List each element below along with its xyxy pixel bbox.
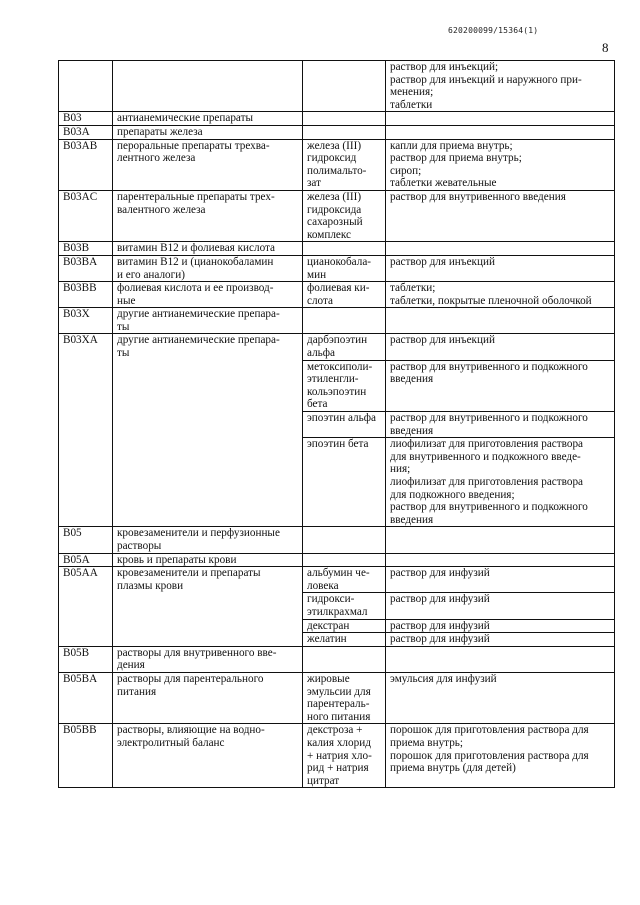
group-name: лентного железа <box>117 152 196 165</box>
substance-cell <box>303 724 386 788</box>
substance-name: + натрия хло- <box>307 749 372 762</box>
dosage-form-cell <box>386 672 615 723</box>
group-name: плазмы крови <box>117 579 184 592</box>
substance-name: кольэпоэтин <box>307 385 367 398</box>
substance-cell <box>303 567 386 647</box>
atc-code: B03BA <box>63 255 98 268</box>
substance-cell <box>303 646 386 672</box>
dosage-form-cell <box>386 334 615 527</box>
substance-name: ловека <box>307 579 339 592</box>
atc-code-cell <box>59 139 113 190</box>
dosage-form: приема внутрь; <box>390 736 463 749</box>
atc-code: B03X <box>63 308 90 321</box>
group-name: растворы для внутривенного вве- <box>117 646 277 659</box>
dosage-form-cell <box>386 527 615 553</box>
atc-code-cell <box>59 553 113 567</box>
group-name-cell <box>113 125 303 139</box>
dosage-form: лиофилизат для приготовления раствора <box>390 476 583 489</box>
dosage-form: порошок для приготовления раствора для <box>390 724 589 737</box>
atc-code: B03XA <box>63 334 98 347</box>
table-row <box>59 553 615 567</box>
group-name: растворы, влияющие на водно- <box>117 724 265 737</box>
substance-name: железа (III) <box>307 139 362 152</box>
group-name: валентного железа <box>117 203 206 216</box>
substance-name: дарбэпоэтин <box>307 334 368 347</box>
dosage-form-cell <box>386 553 615 567</box>
group-name: ные <box>117 294 136 307</box>
atc-code: B05B <box>63 646 90 659</box>
dosage-form: введения <box>390 513 434 526</box>
substance-name: цитрат <box>307 774 340 787</box>
substance-name: мин <box>307 268 327 281</box>
table-row <box>59 567 615 647</box>
atc-code: B05AA <box>63 567 98 580</box>
atc-code-cell <box>59 255 113 281</box>
atc-code-cell <box>59 190 113 241</box>
atc-code: B03B <box>63 242 90 255</box>
group-name: препараты железа <box>117 125 203 138</box>
group-name: растворы для парентерального <box>117 672 264 685</box>
substance-name: полимальто- <box>307 164 367 177</box>
dosage-form: раствор для инъекций <box>390 334 495 347</box>
dosage-form-cell <box>386 646 615 672</box>
group-name-cell <box>113 308 303 334</box>
substance-entry <box>303 437 385 526</box>
page-number: 8 <box>602 40 609 55</box>
atc-code: B03AB <box>63 139 98 152</box>
dosage-form: раствор для инфузий <box>390 567 490 580</box>
dosage-form-cell <box>386 112 615 126</box>
table-row <box>59 61 615 112</box>
table-row <box>59 646 615 672</box>
substance-name: калия хлорид <box>307 736 371 749</box>
substance-name: желатин <box>307 633 347 646</box>
dosage-form: раствор для инъекций <box>390 255 495 268</box>
table-row <box>59 125 615 139</box>
dosage-form: порошок для приготовления раствора для <box>390 749 589 762</box>
substance-name: гидроксида <box>307 203 362 216</box>
dosage-form: сироп; <box>390 164 422 177</box>
substance-cell <box>303 308 386 334</box>
dosage-form-entry <box>386 411 614 437</box>
table-row <box>59 308 615 334</box>
dosage-form: раствор для инфузий <box>390 593 490 606</box>
dosage-form-entry <box>386 592 614 618</box>
group-name: питания <box>117 685 157 698</box>
dosage-form-cell <box>386 724 615 788</box>
dosage-form-entry <box>386 619 614 633</box>
dosage-form: раствор для инфузий <box>390 633 490 646</box>
substance-cell <box>303 334 386 527</box>
atc-code: B03BB <box>63 282 97 295</box>
dosage-form: введения <box>390 373 434 386</box>
atc-code-cell <box>59 646 113 672</box>
group-name-cell <box>113 527 303 553</box>
group-name: ты <box>117 347 130 360</box>
substance-entry <box>303 360 385 411</box>
substance-name: парентераль- <box>307 698 370 711</box>
group-name-cell <box>113 567 303 647</box>
substance-name: рид + натрия <box>307 762 369 775</box>
dosage-form-entry <box>386 632 614 646</box>
dosage-form-entry <box>386 334 614 359</box>
group-name-cell <box>113 242 303 256</box>
dosage-form: капли для приема внутрь; <box>390 139 513 152</box>
group-name: другие антианемические препара- <box>117 334 280 347</box>
dosage-form: раствор для инъекций; <box>390 61 499 73</box>
dosage-form-cell <box>386 61 615 112</box>
substance-name: метоксиполи- <box>307 360 373 373</box>
substance-name: комплекс <box>307 228 351 241</box>
substance-cell <box>303 125 386 139</box>
dosage-form: раствор для инфузий <box>390 619 490 632</box>
dosage-form-cell <box>386 139 615 190</box>
table-row <box>59 527 615 553</box>
atc-code-cell <box>59 61 113 112</box>
dosage-form: менения; <box>390 86 434 99</box>
dosage-form: ния; <box>390 463 411 476</box>
table-row <box>59 334 615 527</box>
table-body <box>59 61 615 788</box>
atc-code-cell <box>59 242 113 256</box>
group-name: антианемические препараты <box>117 112 254 125</box>
group-name: кровь и препараты крови <box>117 553 237 566</box>
group-name-cell <box>113 282 303 308</box>
substance-cell <box>303 242 386 256</box>
substance-name: слота <box>307 294 333 307</box>
substance-entry <box>303 334 385 359</box>
substance-cell <box>303 672 386 723</box>
substance-name: жировые <box>307 672 350 685</box>
group-name-cell <box>113 553 303 567</box>
substance-name: эпоэтин бета <box>307 438 369 451</box>
dosage-form: приема внутрь (для детей) <box>390 762 516 775</box>
dosage-form-cell <box>386 567 615 647</box>
group-name-cell <box>113 672 303 723</box>
atc-code-cell <box>59 672 113 723</box>
table-row <box>59 139 615 190</box>
dosage-form: таблетки жевательные <box>390 177 497 190</box>
atc-code-cell <box>59 567 113 647</box>
substance-cell <box>303 255 386 281</box>
atc-code: B03 <box>63 112 82 125</box>
table-row <box>59 255 615 281</box>
substance-name: ного питания <box>307 710 371 723</box>
dosage-form: лиофилизат для приготовления раствора <box>390 438 583 451</box>
substance-entry <box>303 411 385 437</box>
dosage-form-cell <box>386 255 615 281</box>
substance-cell <box>303 61 386 112</box>
group-name: электролитный баланс <box>117 736 225 749</box>
dosage-form: введения <box>390 424 434 437</box>
atc-code-cell <box>59 125 113 139</box>
group-name-cell <box>113 724 303 788</box>
substance-entry <box>303 632 385 646</box>
substance-entry <box>303 567 385 592</box>
substance-name: этилкрахмал <box>307 605 368 618</box>
substance-name: декстран <box>307 619 350 632</box>
group-name: кровезаменители и перфузионные <box>117 527 280 540</box>
substance-name: цианокобала- <box>307 255 372 268</box>
group-name-cell <box>113 61 303 112</box>
atc-code-cell <box>59 527 113 553</box>
dosage-form: раствор для внутривенного и подкожного <box>390 412 588 425</box>
substance-name: сахарозный <box>307 216 363 229</box>
dosage-form: раствор для внутривенного и подкожного <box>390 501 588 514</box>
atc-code-cell <box>59 724 113 788</box>
substance-name: гидроксид <box>307 152 357 165</box>
group-name: дения <box>117 659 145 672</box>
group-name: ты <box>117 320 130 333</box>
group-name: другие антианемические препара- <box>117 308 280 321</box>
dosage-form: таблетки <box>390 98 433 111</box>
group-name: и его аналоги) <box>117 268 185 281</box>
dosage-form-cell <box>386 282 615 308</box>
table-row <box>59 672 615 723</box>
dosage-form: раствор для инъекций и наружного при- <box>390 73 582 86</box>
substance-name: бета <box>307 398 328 411</box>
dosage-form: для внутривенного и подкожного введе- <box>390 450 581 463</box>
dosage-form: для подкожного введения; <box>390 488 515 501</box>
group-name-cell <box>113 139 303 190</box>
table-row <box>59 190 615 241</box>
dosage-form-cell <box>386 308 615 334</box>
substance-name: декстроза + <box>307 724 363 737</box>
document-id: 620200099/15364(1) <box>448 26 539 35</box>
substance-name: фолиевая ки- <box>307 282 370 295</box>
dosage-form-entry <box>386 360 614 411</box>
dosage-form: раствор для внутривенного введения <box>390 190 566 203</box>
dosage-form-cell <box>386 125 615 139</box>
substance-name: этиленгли- <box>307 373 359 386</box>
substance-entry <box>303 619 385 633</box>
dosage-form: таблетки; <box>390 282 436 295</box>
group-name: растворы <box>117 540 162 553</box>
group-name-cell <box>113 112 303 126</box>
atc-code: B05BA <box>63 672 98 685</box>
substance-name: эпоэтин альфа <box>307 412 376 425</box>
dosage-form-cell <box>386 190 615 241</box>
table-row <box>59 282 615 308</box>
group-name-cell <box>113 190 303 241</box>
group-name-cell <box>113 334 303 527</box>
substance-cell <box>303 112 386 126</box>
atc-code: B05BB <box>63 724 97 737</box>
substance-cell <box>303 527 386 553</box>
table-row <box>59 112 615 126</box>
substance-name: альфа <box>307 347 335 360</box>
dosage-form: эмульсия для инфузий <box>390 672 497 685</box>
group-name-cell <box>113 255 303 281</box>
group-name: фолиевая кислота и ее производ- <box>117 282 274 295</box>
atc-code-cell <box>59 308 113 334</box>
substance-name: альбумин че- <box>307 567 370 580</box>
group-name: витамин B12 и (цианокобаламин <box>117 255 274 268</box>
group-name-cell <box>113 646 303 672</box>
atc-code-cell <box>59 334 113 527</box>
atc-code-cell <box>59 112 113 126</box>
substance-cell <box>303 139 386 190</box>
drug-classification-table <box>58 60 615 788</box>
dosage-form: раствор для внутривенного и подкожного <box>390 360 588 373</box>
dosage-form: таблетки, покрытые пленочной оболочкой <box>390 294 592 307</box>
substance-name: эмульсии для <box>307 685 371 698</box>
group-name: витамин B12 и фолиевая кислота <box>117 242 276 255</box>
dosage-form-cell <box>386 242 615 256</box>
table-row <box>59 242 615 256</box>
atc-code: B05 <box>63 527 82 540</box>
substance-cell <box>303 553 386 567</box>
group-name: кровезаменители и препараты <box>117 567 261 580</box>
group-name: пероральные препараты трехва- <box>117 139 270 152</box>
dosage-form: раствор для приема внутрь; <box>390 152 522 165</box>
atc-code: B03AC <box>63 190 98 203</box>
substance-name: зат <box>307 177 321 190</box>
substance-name: гидрокси- <box>307 593 355 606</box>
dosage-form-entry <box>386 567 614 592</box>
atc-code: B03A <box>63 125 90 138</box>
atc-code-cell <box>59 282 113 308</box>
dosage-form-entry <box>386 437 614 526</box>
substance-entry <box>303 592 385 618</box>
substance-cell <box>303 282 386 308</box>
atc-code: B05A <box>63 553 90 566</box>
substance-cell <box>303 190 386 241</box>
group-name: парентеральные препараты трех- <box>117 190 275 203</box>
substance-name: железа (III) <box>307 190 362 203</box>
table-row <box>59 724 615 788</box>
